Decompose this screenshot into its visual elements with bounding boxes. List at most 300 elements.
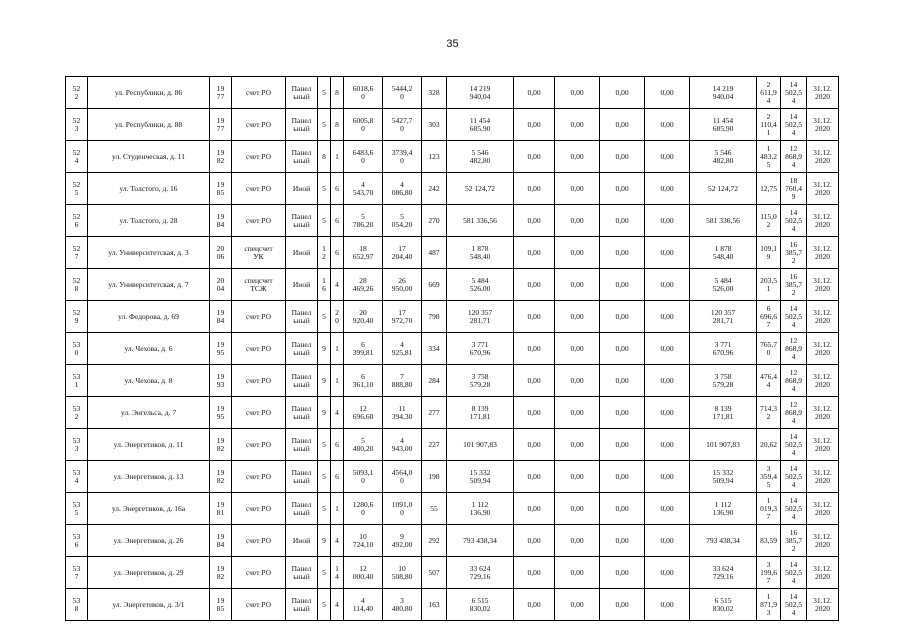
table-cell: 1 112 136,90 [447, 493, 514, 525]
table-cell: 31.12. 2020 [807, 461, 839, 493]
table-cell: 14 502,5 4 [781, 493, 807, 525]
table-cell: 1 6 [318, 269, 331, 301]
table-cell: 9 [318, 333, 331, 365]
table-cell: счет РО [232, 141, 286, 173]
table-cell: Панел ьный [286, 461, 318, 493]
table-cell: 16 385,7 2 [781, 269, 807, 301]
table-cell: 123 [422, 141, 447, 173]
table-cell: счет РО [232, 493, 286, 525]
table-cell: 270 [422, 205, 447, 237]
table-cell: 277 [422, 397, 447, 429]
table-cell: 3 758 579,28 [690, 365, 757, 397]
table-cell: 0,00 [600, 365, 645, 397]
table-cell: 4564,0 0 [383, 461, 422, 493]
table-cell: 0,00 [600, 333, 645, 365]
table-cell: 0,00 [514, 237, 555, 269]
table-cell: 328 [422, 77, 447, 109]
table-row [66, 589, 839, 621]
table-cell: 334 [422, 333, 447, 365]
address-cell: ул. Университетская, д. 3 [88, 237, 210, 269]
table-cell: 31.12. 2020 [807, 557, 839, 589]
table-cell: 242 [422, 173, 447, 205]
table-cell: 5 [318, 589, 331, 621]
table-cell: Панел ьный [286, 141, 318, 173]
table-cell: 0,00 [514, 493, 555, 525]
address-cell: ул. Толстого, д. 28 [88, 205, 210, 237]
table-cell: 292 [422, 525, 447, 557]
table-row [66, 557, 839, 589]
table-cell: 203,5 1 [757, 269, 781, 301]
table-cell: 5 484 526,00 [690, 269, 757, 301]
table-cell: 3 771 670,96 [690, 333, 757, 365]
table-cell: 4 925,81 [383, 333, 422, 365]
table-cell: 0,00 [514, 301, 555, 333]
table-cell: 5 [318, 301, 331, 333]
table-row [66, 397, 839, 429]
table-cell: 5 [318, 77, 331, 109]
table-cell: 3 480,80 [383, 589, 422, 621]
table-cell: счет РО [232, 109, 286, 141]
table-cell: 0,00 [645, 429, 690, 461]
table-cell: 19 82 [210, 429, 232, 461]
table-cell: 53 5 [66, 493, 88, 525]
table-cell: 0,00 [555, 461, 600, 493]
table-cell: 4 [331, 397, 344, 429]
table-cell: 6483,6 0 [344, 141, 383, 173]
table-cell: 5 [318, 557, 331, 589]
table-cell: Иной [286, 237, 318, 269]
table-cell: 5 480,20 [344, 429, 383, 461]
table-row [66, 429, 839, 461]
table-cell: 19 82 [210, 141, 232, 173]
page-number: 35 [446, 38, 459, 50]
table-cell: 303 [422, 109, 447, 141]
table-cell: 1 2 [318, 237, 331, 269]
table-cell: 14 502,5 4 [781, 429, 807, 461]
address-cell: ул. Университетская, д. 7 [88, 269, 210, 301]
table-cell: 14 502,5 4 [781, 77, 807, 109]
table-cell: 31.12. 2020 [807, 333, 839, 365]
table-cell: 31.12. 2020 [807, 365, 839, 397]
table-cell: 0,00 [514, 429, 555, 461]
table-cell: 5 [318, 461, 331, 493]
table-cell: 0,00 [514, 173, 555, 205]
table-cell: 53 2 [66, 397, 88, 429]
table-cell: Панел ьный [286, 429, 318, 461]
table-cell: 19 77 [210, 109, 232, 141]
table-cell: 1 483,2 5 [757, 141, 781, 173]
table-cell: 1 [331, 333, 344, 365]
table-cell: 163 [422, 589, 447, 621]
table-cell: 0,00 [600, 461, 645, 493]
table-cell: 8 [331, 77, 344, 109]
table-cell: 5093,1 0 [344, 461, 383, 493]
table-cell: 1 112 136,90 [690, 493, 757, 525]
table-cell: 52 3 [66, 109, 88, 141]
table-cell: 0,00 [645, 365, 690, 397]
table-cell: 31.12. 2020 [807, 269, 839, 301]
table-row [66, 461, 839, 493]
table-cell: 9 [318, 365, 331, 397]
table-row [66, 237, 839, 269]
table-cell: 4 086,80 [383, 173, 422, 205]
table-cell: 115,0 2 [757, 205, 781, 237]
table-cell: 120 357 281,71 [690, 301, 757, 333]
table-cell: 26 950,00 [383, 269, 422, 301]
table-cell: 0,00 [645, 77, 690, 109]
table-cell: 5444,2 0 [383, 77, 422, 109]
table-cell: 52 2 [66, 77, 88, 109]
table-cell: 0,00 [600, 557, 645, 589]
table-cell: Панел ьный [286, 205, 318, 237]
table-cell: 1 019,3 7 [757, 493, 781, 525]
table-cell: 1 4 [331, 557, 344, 589]
table-cell: 16 385,7 2 [781, 525, 807, 557]
address-cell: ул. Энергетиков, д. 16а [88, 493, 210, 525]
table-cell: 0,00 [514, 397, 555, 429]
table-cell: 8 139 171,81 [690, 397, 757, 429]
table-cell: Панел ьный [286, 301, 318, 333]
table-cell: Панел ьный [286, 109, 318, 141]
table-cell: 4 [331, 589, 344, 621]
table-cell: 0,00 [555, 589, 600, 621]
table-cell: 0,00 [555, 269, 600, 301]
table-cell: 793 438,34 [690, 525, 757, 557]
table-cell: 7 888,80 [383, 365, 422, 397]
table-cell: 0,00 [555, 333, 600, 365]
table-cell: 0,00 [555, 525, 600, 557]
table-cell: 1 [331, 365, 344, 397]
table-cell: 1 871,9 3 [757, 589, 781, 621]
table-cell: 0,00 [555, 365, 600, 397]
table-cell: 12,75 [757, 173, 781, 205]
table-cell: 20 06 [210, 237, 232, 269]
table-cell: 31.12. 2020 [807, 589, 839, 621]
table-cell: 31.12. 2020 [807, 493, 839, 525]
table-cell: 52 9 [66, 301, 88, 333]
address-cell: ул. Энергетиков, д. 26 [88, 525, 210, 557]
table-cell: 5 546 482,80 [447, 141, 514, 173]
table-cell: 12 000,40 [344, 557, 383, 589]
table-cell: 9 [318, 397, 331, 429]
table-cell: 0,00 [600, 429, 645, 461]
table-row [66, 205, 839, 237]
table-cell: 2 0 [331, 301, 344, 333]
table-cell: 53 0 [66, 333, 88, 365]
table-cell: 19 84 [210, 301, 232, 333]
table-cell: 0,00 [555, 493, 600, 525]
table-cell: 19 84 [210, 525, 232, 557]
table-cell: 31.12. 2020 [807, 173, 839, 205]
table-cell: Панел ьный [286, 557, 318, 589]
table-cell: 1 878 548,40 [690, 237, 757, 269]
table-cell: 0,00 [645, 237, 690, 269]
address-cell: ул. Энергетиков, д. 11 [88, 429, 210, 461]
table-cell: 0,00 [645, 461, 690, 493]
address-cell: ул. Студенческая, д. 11 [88, 141, 210, 173]
table-cell: 53 1 [66, 365, 88, 397]
table-cell: 5 [318, 205, 331, 237]
table-cell: 3 758 579,28 [447, 365, 514, 397]
address-cell: ул. Чехова, д. 8 [88, 365, 210, 397]
table-cell: 669 [422, 269, 447, 301]
table-cell: 14 502,5 4 [781, 301, 807, 333]
table-cell: 31.12. 2020 [807, 205, 839, 237]
table-cell: 16 385,7 2 [781, 237, 807, 269]
table-cell: 6 [331, 173, 344, 205]
table-cell: 12 868,9 4 [781, 141, 807, 173]
table-cell: 2 110,4 1 [757, 109, 781, 141]
table-cell: 0,00 [645, 301, 690, 333]
table-cell: 52 7 [66, 237, 88, 269]
table-cell: 5 [318, 173, 331, 205]
table-cell: 53 8 [66, 589, 88, 621]
table-cell: 12 868,9 4 [781, 365, 807, 397]
table-cell: 3 359,4 5 [757, 461, 781, 493]
table-cell: спецсчет ТСЖ [232, 269, 286, 301]
table-row [66, 141, 839, 173]
table-cell: 0,00 [514, 77, 555, 109]
table-cell: 0,00 [645, 269, 690, 301]
table-cell: 52 8 [66, 269, 88, 301]
table-cell: 17 204,40 [383, 237, 422, 269]
table-cell: Иной [286, 269, 318, 301]
table-cell: 4 543,70 [344, 173, 383, 205]
table-cell: Панел ьный [286, 589, 318, 621]
address-cell: ул. Республики, д. 86 [88, 77, 210, 109]
table-cell: 0,00 [600, 109, 645, 141]
table-cell: счет РО [232, 301, 286, 333]
table-cell: 0,00 [555, 77, 600, 109]
table-cell: Панел ьный [286, 365, 318, 397]
table-cell: 9 492,00 [383, 525, 422, 557]
table-cell: 6 [331, 429, 344, 461]
table-cell: 793 438,34 [447, 525, 514, 557]
table-cell: 798 [422, 301, 447, 333]
table-cell: 4 [331, 525, 344, 557]
table-cell: 0,00 [645, 173, 690, 205]
table-cell: 5 [318, 109, 331, 141]
table-cell: 53 3 [66, 429, 88, 461]
table-cell: 487 [422, 237, 447, 269]
table-cell: счет РО [232, 173, 286, 205]
table-cell: 4 [331, 269, 344, 301]
table-cell: счет РО [232, 205, 286, 237]
table-cell: 0,00 [555, 397, 600, 429]
table-row [66, 493, 839, 525]
table-cell: 0,00 [645, 589, 690, 621]
table-cell: 83,59 [757, 525, 781, 557]
table-cell: 6 515 830,02 [447, 589, 514, 621]
table-cell: 8 [318, 141, 331, 173]
address-cell: ул. Энергетиков, д. 29 [88, 557, 210, 589]
table-cell: 33 624 729,16 [447, 557, 514, 589]
table-cell: 0,00 [514, 109, 555, 141]
table-cell: 0,00 [645, 333, 690, 365]
table-cell: 0,00 [514, 461, 555, 493]
table-cell: 0,00 [514, 365, 555, 397]
table-cell: 52 124,72 [690, 173, 757, 205]
table-cell: 14 219 940,04 [690, 77, 757, 109]
table-cell: 5 [318, 493, 331, 525]
table-cell: 53 6 [66, 525, 88, 557]
table-cell: 19 93 [210, 365, 232, 397]
table-cell: 10 724,10 [344, 525, 383, 557]
table-cell: Панел ьный [286, 397, 318, 429]
table-cell: 0,00 [555, 173, 600, 205]
table-cell: 198 [422, 461, 447, 493]
table-cell: 14 502,5 4 [781, 589, 807, 621]
table-cell: 581 336,56 [447, 205, 514, 237]
table-cell: 53 4 [66, 461, 88, 493]
table-cell: 101 907,83 [447, 429, 514, 461]
table-cell: Панел ьный [286, 333, 318, 365]
table-cell: 8 [331, 109, 344, 141]
address-cell: ул. Энгельса, д. 7 [88, 397, 210, 429]
table-cell: 1 878 548,40 [447, 237, 514, 269]
table-cell: 52 5 [66, 173, 88, 205]
table-row [66, 109, 839, 141]
table-row [66, 333, 839, 365]
table-cell: 0,00 [555, 205, 600, 237]
table-cell: 15 332 509,94 [690, 461, 757, 493]
table-cell: 0,00 [645, 493, 690, 525]
table-cell: 2 611,9 4 [757, 77, 781, 109]
table-row [66, 77, 839, 109]
table-cell: 15 332 509,94 [447, 461, 514, 493]
table-row [66, 269, 839, 301]
table-cell: 19 82 [210, 461, 232, 493]
table-body [66, 77, 839, 621]
table-cell: 53 7 [66, 557, 88, 589]
table-cell: 0,00 [555, 557, 600, 589]
table-cell: 12 696,60 [344, 397, 383, 429]
table-cell: 31.12. 2020 [807, 77, 839, 109]
table-cell: 227 [422, 429, 447, 461]
table-cell: 0,00 [600, 589, 645, 621]
table-cell: 0,00 [514, 525, 555, 557]
table-cell: 14 502,5 4 [781, 109, 807, 141]
table-cell: счет РО [232, 461, 286, 493]
table-cell: 14 502,5 4 [781, 205, 807, 237]
table-cell: 3739,4 0 [383, 141, 422, 173]
table-cell: 0,00 [514, 205, 555, 237]
table-cell: 31.12. 2020 [807, 141, 839, 173]
table-cell: 476,4 4 [757, 365, 781, 397]
table-row [66, 173, 839, 205]
table-cell: Иной [286, 525, 318, 557]
table-cell: 6018,6 0 [344, 77, 383, 109]
table-cell: 0,00 [514, 557, 555, 589]
table-cell: 19 95 [210, 397, 232, 429]
table-cell: 19 77 [210, 77, 232, 109]
table-cell: 12 868,9 4 [781, 397, 807, 429]
table-cell: 0,00 [555, 109, 600, 141]
table-cell: 0,00 [600, 301, 645, 333]
table-cell: 52 6 [66, 205, 88, 237]
table-cell: 6 361,10 [344, 365, 383, 397]
table-cell: 0,00 [645, 557, 690, 589]
table-cell: 11 454 685,90 [690, 109, 757, 141]
table-cell: Панел ьный [286, 493, 318, 525]
table-cell: 6005,8 0 [344, 109, 383, 141]
table-cell: 4 114,40 [344, 589, 383, 621]
address-cell: ул. Толстого, д. 16 [88, 173, 210, 205]
table-cell: 6 [331, 237, 344, 269]
table-cell: 5 786,20 [344, 205, 383, 237]
table-cell: счет РО [232, 557, 286, 589]
table-row [66, 301, 839, 333]
table-row [66, 365, 839, 397]
table-cell: 765,7 0 [757, 333, 781, 365]
table-cell: Панел ьный [286, 77, 318, 109]
table-cell: 55 [422, 493, 447, 525]
table-cell: 11 394,30 [383, 397, 422, 429]
table-cell: 52 4 [66, 141, 88, 173]
table-cell: 0,00 [555, 141, 600, 173]
table-cell: 0,00 [600, 397, 645, 429]
table-cell: 5 484 526,00 [447, 269, 514, 301]
address-cell: ул. Энергетиков, д. 13 [88, 461, 210, 493]
table-cell: 714,3 2 [757, 397, 781, 429]
table-cell: 0,00 [555, 237, 600, 269]
address-cell: ул. Энергетиков, д. 3/1 [88, 589, 210, 621]
table-cell: 14 219 940,04 [447, 77, 514, 109]
table-cell: счет РО [232, 365, 286, 397]
table-cell: 0,00 [555, 301, 600, 333]
table-cell: 0,00 [514, 333, 555, 365]
table-row [66, 525, 839, 557]
table-cell: 0,00 [600, 237, 645, 269]
table-cell: 19 85 [210, 173, 232, 205]
table-cell: 0,00 [645, 109, 690, 141]
table-cell: счет РО [232, 397, 286, 429]
table-cell: 0,00 [645, 397, 690, 429]
table-cell: 0,00 [600, 77, 645, 109]
table-cell: 31.12. 2020 [807, 397, 839, 429]
table-cell: спецсчет УК [232, 237, 286, 269]
table-cell: 31.12. 2020 [807, 525, 839, 557]
address-cell: ул. Чехова, д. 6 [88, 333, 210, 365]
table-cell: 4 943,00 [383, 429, 422, 461]
table-cell: 14 502,5 4 [781, 461, 807, 493]
table-cell: 31.12. 2020 [807, 237, 839, 269]
table-cell: 0,00 [600, 173, 645, 205]
table-cell: 6 399,81 [344, 333, 383, 365]
table-cell: счет РО [232, 429, 286, 461]
table-cell: 3 199,6 7 [757, 557, 781, 589]
address-cell: ул. Республики, д. 88 [88, 109, 210, 141]
address-cell: ул. Федорова, д. 69 [88, 301, 210, 333]
table-cell: 18 652,97 [344, 237, 383, 269]
table-cell: 6 [331, 205, 344, 237]
table-cell: 5 [318, 429, 331, 461]
table-cell: счет РО [232, 525, 286, 557]
table-cell: 0,00 [600, 205, 645, 237]
table-cell: 33 624 729,16 [690, 557, 757, 589]
table-cell: 52 124,72 [447, 173, 514, 205]
table-cell: 1280,6 0 [344, 493, 383, 525]
table-cell: 20 04 [210, 269, 232, 301]
table-cell: 19 85 [210, 589, 232, 621]
table-cell: 19 82 [210, 557, 232, 589]
table-cell: 0,00 [600, 269, 645, 301]
table-cell: 0,00 [645, 141, 690, 173]
table-cell: 0,00 [600, 141, 645, 173]
table-cell: 0,00 [645, 205, 690, 237]
table-cell: 19 84 [210, 205, 232, 237]
register-table [65, 76, 839, 621]
